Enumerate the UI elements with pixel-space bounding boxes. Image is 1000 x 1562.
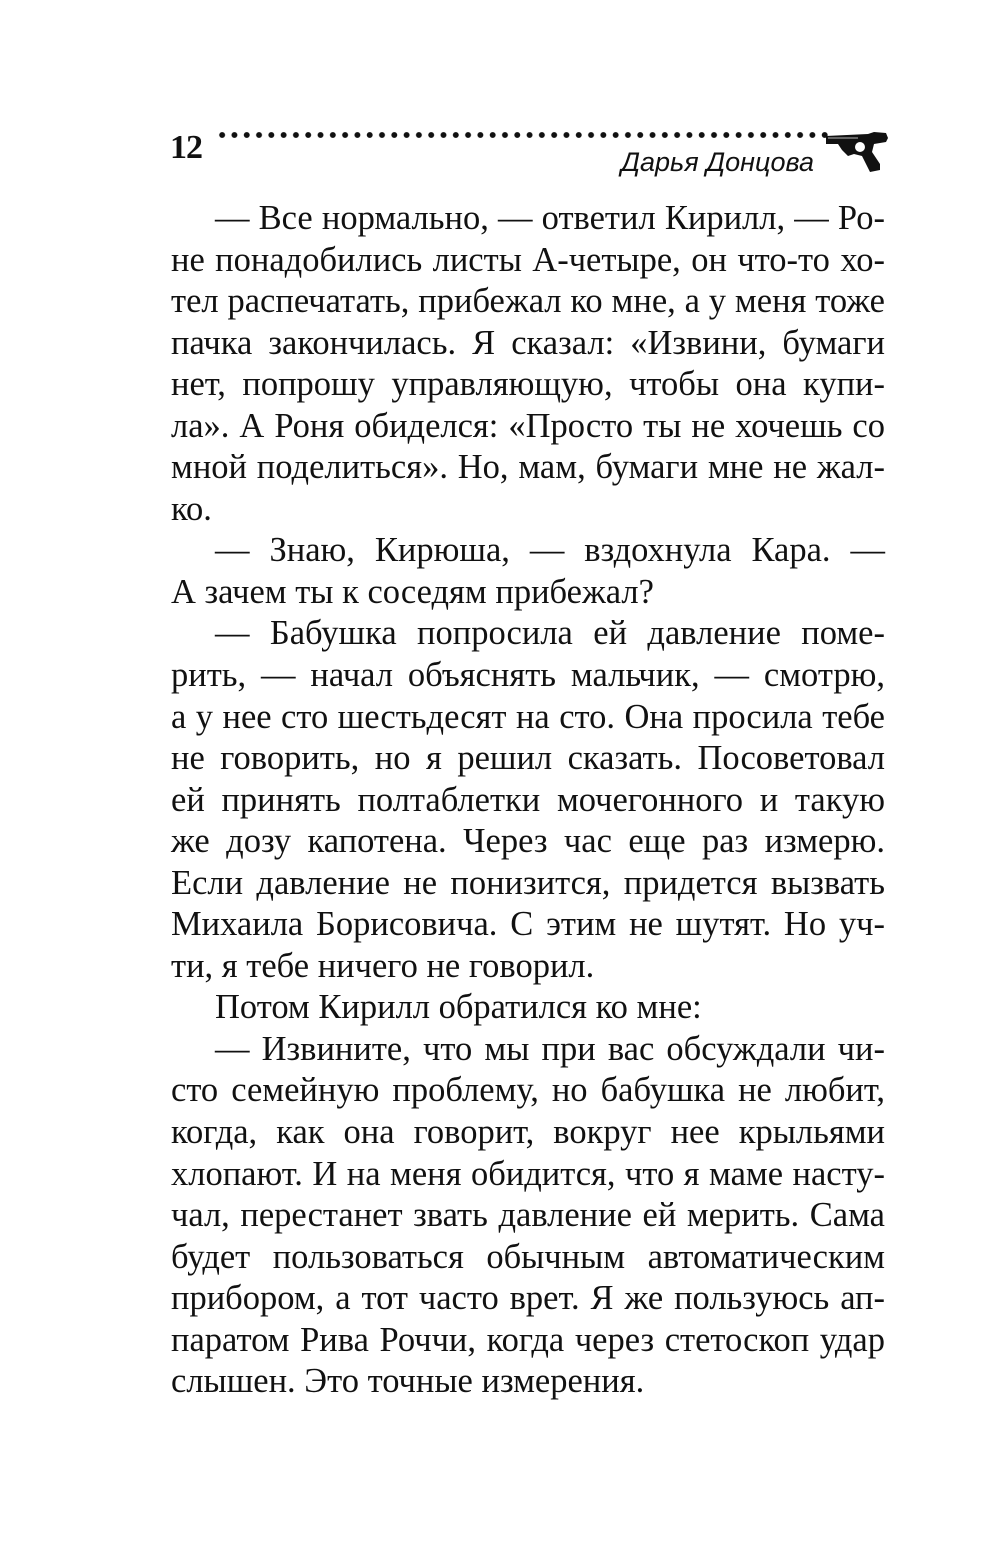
text-line: паратом Рива Роччи, когда через стетоскоп удар bbox=[171, 1320, 885, 1359]
text-line: же дозу капотена. Через час еще раз измерю. bbox=[171, 822, 885, 861]
text-line: Михаила Борисовича. С этим не шутят. Но уч- bbox=[171, 905, 885, 944]
header-dotted-rule bbox=[216, 128, 831, 142]
text-line: ей принять полтаблетки мочегонного и такую bbox=[171, 780, 885, 819]
text-line: чал, перестанет звать давление ей мерить. Сама bbox=[171, 1196, 885, 1235]
text-line: хлопают. И на меня обидится, что я маме насту- bbox=[171, 1154, 885, 1193]
text-line: прибором, а тот часто врет. Я же пользуюсь ап- bbox=[171, 1279, 885, 1318]
text-line: А зачем ты к соседям прибежал? bbox=[171, 572, 654, 611]
text-line: Потом Кирилл обратился ко мне: bbox=[215, 988, 702, 1027]
text-line: — Извините, что мы при вас обсуждали чи- bbox=[215, 1029, 885, 1068]
author-name: Дарья Донцова bbox=[620, 147, 814, 177]
text-line: а у нее сто шестьдесят на сто. Она просила тебе bbox=[171, 697, 885, 736]
text-line: ко. bbox=[171, 489, 212, 528]
text-line: когда, как она говорит, вокруг нее крыльями bbox=[171, 1113, 885, 1152]
page-number: 12 bbox=[170, 129, 202, 166]
text-line: мной поделиться». Но, мам, бумаги мне не жал- bbox=[171, 448, 885, 487]
text-line: Если давление не понизится, придется вызвать bbox=[171, 863, 885, 902]
text-line: ла». А Роня обиделся: «Просто ты не хочешь со bbox=[171, 406, 885, 445]
text-line: будет пользоваться обычным автоматическим bbox=[171, 1237, 885, 1276]
revolver-icon bbox=[824, 126, 890, 174]
text-line: ти, я тебе ничего не говорил. bbox=[171, 946, 595, 985]
text-line: нет, попрошу управляющую, чтобы она купи- bbox=[171, 365, 885, 404]
text-line: пачка закончилась. Я сказал: «Извини, бумаги bbox=[171, 323, 885, 362]
text-line: сто семейную проблему, но бабушка не любит, bbox=[171, 1071, 885, 1110]
text-line: тел распечатать, прибежал ко мне, а у меня тоже bbox=[171, 282, 885, 321]
text-line: слышен. Это точные измерения. bbox=[171, 1362, 645, 1401]
text-line: не говорить, но я решил сказать. Посоветовал bbox=[171, 739, 885, 778]
page-text bbox=[171, 198, 885, 1403]
text-line: — Бабушка попросила ей давление поме- bbox=[215, 614, 885, 653]
text-line: не понадобились листы А-четыре, он что-то хо- bbox=[171, 240, 885, 279]
text-line: — Знаю, Кирюша, — вздохнула Кара. — bbox=[215, 531, 885, 570]
text-line: — Все нормально, — ответил Кирилл, — Ро- bbox=[215, 199, 885, 237]
text-line: рить, — начал объяснять мальчик, — смотрю, bbox=[171, 656, 885, 695]
